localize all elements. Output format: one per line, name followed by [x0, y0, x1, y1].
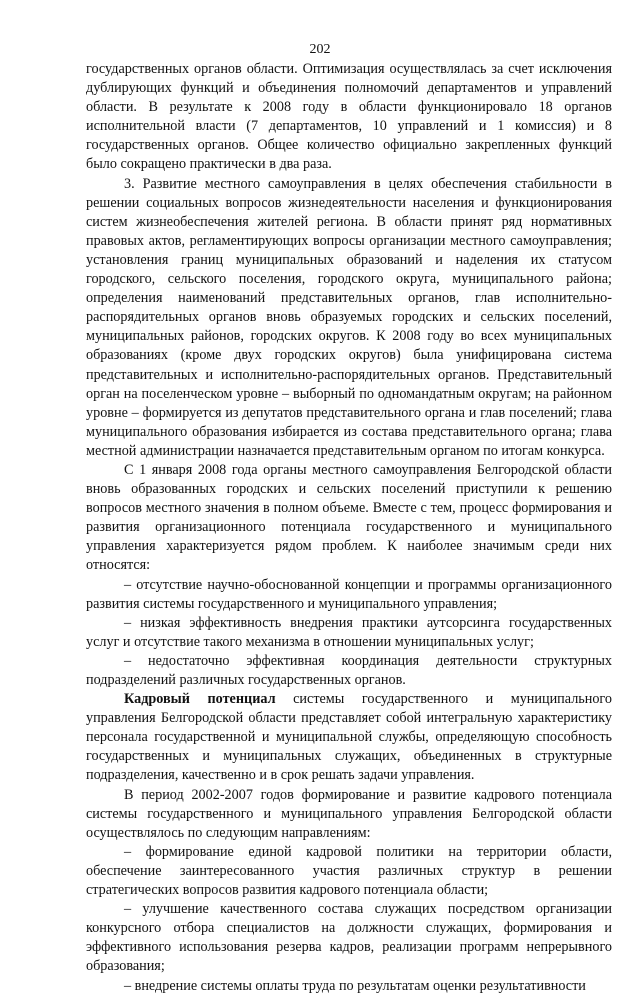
page-number: 202 [309, 42, 331, 57]
paragraph-local-government: 3. Развитие местного самоуправления в целях обеспечения стабильности в решении социальных вопросов жизнедеятельности населения и функционирования систем жизнеобеспечения жителей региона. В области принят ряд нормативных правовых актов, регламентирующих вопросы организации местного самоуправления; установления границ муниципальных образований и наделения их статусом городского, сельского поселения, городского округа, муниципального района; определения наименований представительных органов, глав исполнительно-распорядительных органов вновь образуемых городских и сельских поселений, муниципальных районов, городских округов. К 2008 году во всех муниципальных образованиях (кроме двух городских округов) была унифицирована система представительных и исполнительно-распорядительных органов. Представительный орган на поселенческом уровне – выборный по одномандатным округам; на районном уровне – формируется из депутатов представительного органа и глав поселений; глава муниципального образования избирается из состава представительного органа; глава местной администрации назначается представительным органом по итогам конкурса. [86, 175, 612, 459]
paragraph-period: В период 2002-2007 годов формирование и развитие кадрового потенциала системы государственного и муниципального управления Белгородской области осуществлялось по следующим направлениям: [86, 786, 612, 841]
cadre-text: системы государственного и муниципального управления Белгородской области представляет собой интегральную характеристику персонала государственной и муниципальной службы, определяющую способность государственных и муниципальных служащих, объединенных в структурные подразделения, качественно и в срок решать задачи управления. [86, 691, 612, 784]
paragraph-cadre-potential [86, 690, 612, 785]
paragraph-intro-continuation: государственных органов области. Оптимизация осуществлялась за счет исключения дублирующих функций и объединения полномочий департаментов и управлений области. В результате к 2008 году в области функционировало 18 органов исполнительной власти (7 департаментов, 10 управлений и 1 комиссия) и 8 государственных органов. Общее количество официально закрепленных функций было сокращено практически в два раза. [86, 61, 612, 173]
document-body [86, 60, 612, 996]
list-item-direction-2: – улучшение качественного состава служащих посредством организации конкурсного отбора специалистов на должности служащих, формирования и эффективного использования резерва кадров, реализации программ непрерывного образования; [86, 901, 612, 975]
list-item-problem-3: – недостаточно эффективная координация деятельности структурных подразделений различных государственных органов. [86, 652, 612, 688]
list-item-problem-2: – низкая эффективность внедрения практики аутсорсинга государственных услуг и отсутствие такого механизма в отношении муниципальных услуг; [86, 614, 612, 650]
list-item-direction-3: – внедрение системы оплаты труда по результатам оценки результативности [124, 977, 586, 994]
list-item-problem-1: – отсутствие научно-обоснованной концепции и программы организационного развития системы государственного и муниципального управления; [86, 576, 612, 612]
bold-term: Кадровый потенциал [124, 691, 276, 708]
list-item-direction-1: – формирование единой кадровой политики на территории области, обеспечение заинтересованного участия различных структур в решении стратегических вопросов развития кадрового потенциала области; [86, 843, 612, 899]
paragraph-problems: С 1 января 2008 года органы местного самоуправления Белгородской области вновь образованных городских и сельских поселений приступили к решению вопросов местного значения в полном объеме. Вместе с тем, процесс формирования и развития организационного потенциала государственного и муниципального управления характеризуется рядом проблем. К наиболее значимым среди них относятся: [86, 461, 612, 574]
